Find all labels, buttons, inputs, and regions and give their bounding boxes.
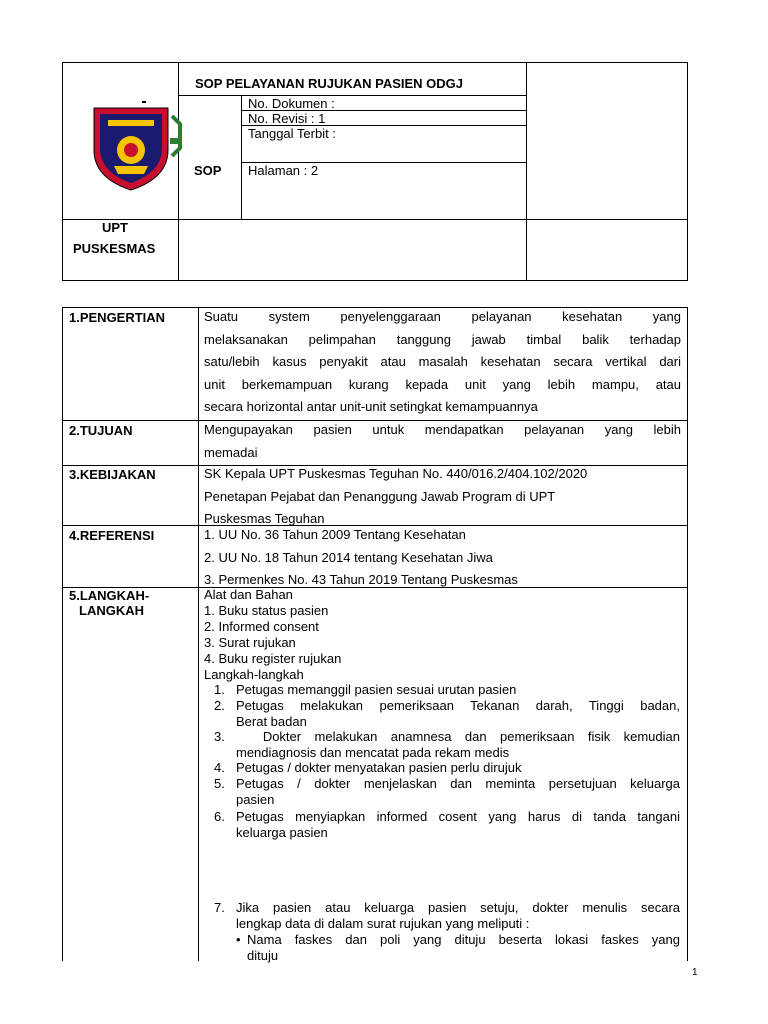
divider (526, 62, 527, 281)
section-label-langkah-2: LANGKAH (79, 603, 144, 618)
alat-item: 2. Informed consent (204, 619, 319, 634)
kebijakan-text (204, 463, 681, 531)
section-label-referensi: 4.REFERENSI (69, 528, 155, 543)
text-line: Mengupayakan pasien untuk mendapatkan pelayanan yang lebih (204, 422, 681, 437)
puskesmas-emblem-icon (84, 98, 196, 194)
step-line: Petugas / dokter menyatakan pasien perlu dirujuk (236, 760, 522, 775)
step-text (236, 900, 680, 932)
alat-title: Alat dan Bahan (204, 587, 293, 602)
step-text (236, 698, 680, 730)
step-line: Petugas melakukan pemeriksaan Tekanan darah, Tinggi badan, (236, 698, 680, 713)
step-number: 3. (214, 729, 225, 744)
step-number: 7. (214, 900, 225, 915)
step-text (236, 760, 680, 776)
text-line: 2. UU No. 18 Tahun 2014 tentang Kesehatan Jiwa (204, 549, 493, 565)
puskesmas-label: PUSKESMAS (73, 241, 156, 256)
step-line: lengkap data di dalam surat rujukan yang meliputi : (236, 916, 530, 931)
upt-label: UPT (102, 220, 128, 235)
step-text (236, 682, 680, 698)
bullet-line: Nama faskes dan poli yang dituju beserta lokasi faskes yang (247, 932, 680, 947)
step-number: 2. (214, 698, 225, 713)
section-label-langkah-1: 5.LANGKAH- (69, 588, 150, 603)
step-text (236, 776, 680, 808)
pengertian-text (204, 306, 681, 419)
step-line: mendiagnosis dan mencatat pada rekam medis (236, 745, 510, 760)
referensi-text (204, 524, 681, 592)
step-line: keluarga pasien (236, 825, 328, 840)
step-line: Berat badan (236, 714, 307, 729)
issue-date: Tanggal Terbit : (248, 126, 336, 141)
step-line: Jika pasien atau keluarga pasien setuju, dokter menulis secara (236, 900, 680, 915)
step-line: Petugas / dokter menjelaskan dan meminta persetujuan keluarga (236, 776, 680, 791)
text-line: SK Kepala UPT Puskesmas Teguhan No. 440/016.2/404.102/2020 (204, 466, 588, 481)
document-title: SOP PELAYANAN RUJUKAN PASIEN ODGJ (195, 76, 464, 91)
text-line: melaksanakan pelimpahan tanggung jawab timbal balik terhadap (204, 331, 681, 347)
doc-number: No. Dokumen : (248, 96, 335, 111)
tujuan-text (204, 419, 681, 464)
divider (178, 95, 526, 96)
step-line: Petugas memanggil pasien sesuai urutan pasien (236, 682, 517, 697)
section-label-kebijakan: 3.KEBIJAKAN (69, 467, 156, 482)
alat-item: 4. Buku register rujukan (204, 651, 342, 666)
text-line: 1. UU No. 36 Tahun 2009 Tentang Kesehatan (204, 527, 466, 542)
alat-item: 1. Buku status pasien (204, 603, 329, 618)
section-label-pengertian: 1.PENGERTIAN (69, 310, 166, 325)
text-line: 3. Permenkes No. 43 Tahun 2019 Tentang Puskesmas (204, 572, 518, 587)
text-line: secara horizontal antar unit-unit setingkat kemampuannya (204, 399, 538, 414)
step-number: 1. (214, 682, 225, 697)
divider (241, 95, 242, 219)
page-info: Halaman : 2 (248, 163, 319, 178)
step-text (236, 729, 680, 761)
text-line: Penetapan Pejabat dan Penanggung Jawab Program di UPT (204, 488, 556, 504)
text-line: Puskesmas Teguhan (204, 511, 325, 526)
alat-item: 3. Surat rujukan (204, 635, 296, 650)
text-line: satu/lebih kasus penyakit atau masalah kesehatan secara vertikal dari (204, 354, 681, 369)
divider (198, 307, 199, 961)
text-line: unit berkemampuan kurang kepada unit yang lebih mampu, atau (204, 376, 681, 392)
step-number: 5. (214, 776, 225, 791)
page-number: 1 (692, 967, 698, 978)
text-line: Suatu system penyelenggaraan pelayanan kesehatan yang (204, 309, 681, 324)
step-text (236, 809, 680, 841)
step-line: Petugas menyiapkan informed cosent yang harus di tanda tangani (236, 809, 680, 824)
step-number: 6. (214, 809, 225, 824)
bullet-line: dituju (247, 948, 279, 963)
step-number: 4. (214, 760, 225, 775)
step-line: Dokter melakukan anamnesa dan pemeriksaan fisik kemudian (236, 729, 680, 744)
divider (62, 219, 688, 220)
section-label-tujuan: 2.TUJUAN (69, 423, 133, 438)
bullet-text (247, 932, 680, 964)
sop-label: SOP (194, 163, 222, 178)
bullet-icon: • (236, 932, 241, 947)
step-line: pasien (236, 792, 275, 807)
langkah-content (204, 587, 684, 683)
revision: No. Revisi : 1 (248, 111, 326, 126)
langkah-title: Langkah-langkah (204, 667, 304, 682)
text-line: memadai (204, 444, 258, 460)
